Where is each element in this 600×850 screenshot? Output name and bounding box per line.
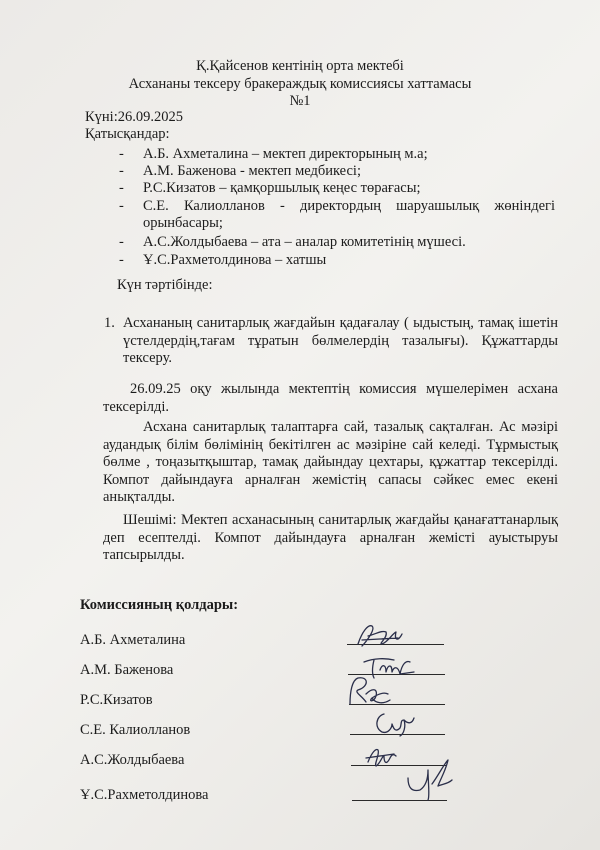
- paragraph-findings: Асхана санитарлық талаптарға сай, тазалық сақталған. Ас мәзірі аудандық білім бөлімінің бекітілген ас мәзіріне сай келеді. Тұрмыстық бөлме , тоңазытқыштар, тамақ дайындау цехтары, құжаттар тексерілді. Компот дайындауға арналған жемістің сапасы сәйкес емес екені анықталды.: [103, 419, 558, 505]
- participant-item: [119, 198, 555, 232]
- signature-mark: [352, 620, 412, 652]
- signatory-name: А.М. Баженова: [80, 662, 174, 678]
- bullet-dash: -: [119, 252, 124, 268]
- signatory-name: Ұ.С.Рахметолдинова: [80, 787, 209, 803]
- participant-text: А.С.Жолдыбаева – ата – аналар комитетінің мүшесі.: [143, 234, 466, 250]
- signatory-name: А.С.Жолдыбаева: [80, 752, 185, 768]
- signature-mark: [362, 742, 402, 772]
- signature-mark: [370, 706, 420, 738]
- bullet-dash: -: [119, 198, 124, 214]
- signatory-name: А.Б. Ахметалина: [80, 632, 186, 648]
- paragraph-decision: Шешімі: Мектеп асханасының санитарлық жағдайы қанағаттанарлық деп есептелді. Компот дайындауға арналған жемісті ауыстыруы тапсырылды.: [103, 512, 558, 563]
- participant-text: А.Б. Ахметалина – мектеп директорының м.а;: [143, 146, 428, 162]
- signature-mark: [398, 756, 458, 802]
- agenda-item: Асхананың санитарлық жағдайын қадағалау ( ыдыстың, тамақ ішетін үстелдердің,тағам тұратын бөлмелердің тазалығы). Құжаттарды тексеру.: [123, 315, 558, 366]
- bullet-dash: -: [119, 234, 124, 250]
- signature-mark: [342, 672, 398, 710]
- signatures-title: Комиссияның қолдары:: [80, 597, 239, 613]
- agenda-number: 1.: [104, 315, 115, 331]
- protocol-date: Күні:26.09.2025: [85, 109, 183, 125]
- signatory-name: С.Е. Калиолланов: [80, 722, 191, 738]
- paragraph-inspection: 26.09.25 оқу жылында мектептің комиссия мүшелерімен асхана тексерілді.: [103, 381, 558, 415]
- bullet-dash: -: [119, 146, 124, 162]
- bullet-dash: -: [119, 180, 124, 196]
- participant-item: [119, 234, 563, 251]
- participant-text: Ұ.С.Рахметолдинова – хатшы: [143, 252, 327, 268]
- signatory-name: Р.С.Кизатов: [80, 692, 153, 708]
- participant-text: Р.С.Кизатов – қамқоршылық кеңес төрағасы;: [143, 180, 421, 196]
- participant-item: [119, 163, 563, 180]
- agenda-label: Күн тәртібінде:: [117, 277, 213, 293]
- protocol-number: №1: [289, 93, 311, 109]
- protocol-title: Асхананы тексеру бракераждық комиссиясы хаттамасы: [128, 76, 472, 92]
- participant-item: [119, 252, 563, 269]
- participant-item: [119, 146, 563, 163]
- participants-label: Қатысқандар:: [85, 126, 170, 142]
- participant-item: [119, 180, 563, 197]
- participant-text: А.М. Баженова - мектеп медбикесі;: [143, 163, 361, 179]
- school-name: Қ.Қайсенов кентінің орта мектебі: [196, 58, 404, 74]
- bullet-dash: -: [119, 163, 124, 179]
- participant-text: С.Е. Калиолланов - директордың шаруашылық жөніндегі орынбасары;: [143, 198, 555, 231]
